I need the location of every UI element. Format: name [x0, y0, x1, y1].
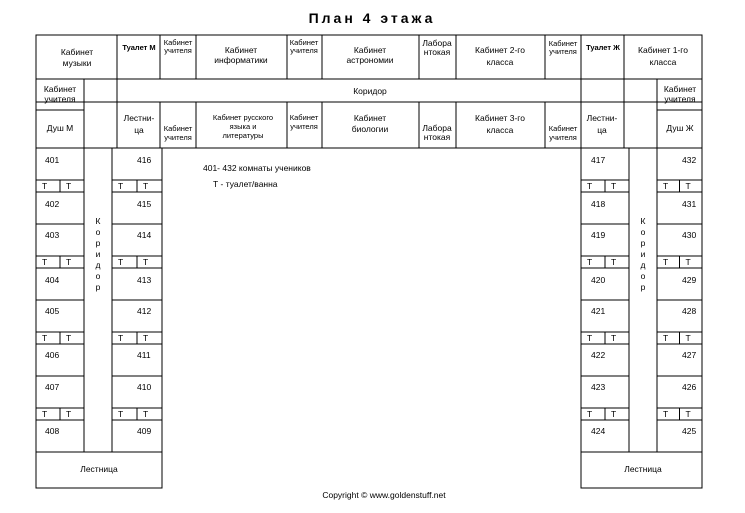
legend-toilet: Т - туалет/ванна	[213, 179, 278, 189]
walls	[36, 35, 702, 488]
top-row-labels	[61, 38, 688, 68]
room-429: 429	[682, 275, 697, 285]
corridor-letter: д	[640, 260, 646, 270]
room-shower-w: Душ Ж	[666, 123, 694, 133]
room-432: 432	[682, 155, 697, 165]
room-419: 419	[591, 230, 606, 240]
corridor-letter: о	[640, 271, 646, 281]
room-russian: Кабинет русского языка и литературы	[212, 113, 274, 140]
plan-title: План 4 этажа	[308, 10, 436, 26]
toilet-label: Т	[663, 257, 669, 267]
room-431: 431	[682, 199, 697, 209]
room-astronomy: Кабинет астрономии	[346, 45, 394, 65]
room-informatics: Кабинет информатики	[214, 45, 268, 65]
room-class-3: Кабинет 3-го класса	[475, 113, 525, 135]
toilet-label: Т	[143, 409, 149, 419]
room-class-2: Кабинет 2-го класса	[475, 45, 525, 67]
room-teacher-4: Кабинет учителя	[163, 124, 193, 142]
room-teacher-6: Кабинет учителя	[548, 124, 578, 142]
corridor-letter: о	[95, 271, 101, 281]
room-412: 412	[137, 306, 152, 316]
room-toilet-w: Туалет Ж	[586, 43, 620, 52]
corridor-letter: К	[95, 216, 101, 226]
room-stairs-right: Лестни-ца	[586, 113, 618, 135]
room-teacher-left: Кабинет учителя	[43, 84, 77, 104]
room-teacher-5: Кабинет учителя	[289, 113, 319, 131]
corridor-letter: и	[640, 249, 646, 259]
room-415: 415	[137, 199, 152, 209]
corridor-letter: р	[640, 238, 646, 248]
room-teacher-2: Кабинет учителя	[289, 38, 319, 55]
room-music: Кабинет музыки	[60, 47, 94, 68]
corridor-letter: р	[95, 282, 101, 292]
toilet-label: Т	[42, 181, 48, 191]
room-407: 407	[45, 382, 60, 392]
toilet-label: Т	[143, 333, 149, 343]
bottom-stairs-left: Лестница	[80, 464, 118, 474]
corridor-letter: р	[95, 238, 101, 248]
corridor-letter: и	[95, 249, 101, 259]
room-403: 403	[45, 230, 60, 240]
toilet-label: Т	[66, 333, 72, 343]
corridor-label: Коридор	[353, 86, 387, 96]
toilet-label: Т	[42, 333, 48, 343]
room-405: 405	[45, 306, 60, 316]
room-teacher-1: Кабинет учителя	[163, 38, 193, 55]
toilet-label: Т	[685, 257, 691, 267]
corridor-letter: р	[640, 282, 646, 292]
room-401: 401	[45, 155, 60, 165]
student-rooms	[45, 155, 696, 436]
toilet-label: Т	[663, 409, 669, 419]
room-417: 417	[591, 155, 606, 165]
room-toilet-m: Туалет М	[122, 43, 156, 52]
room-biology: Кабинет биологии	[351, 113, 389, 134]
toilet-label: Т	[685, 333, 691, 343]
room-shower-m: Душ М	[46, 123, 74, 133]
room-428: 428	[682, 306, 697, 316]
toilet-label: Т	[118, 409, 124, 419]
toilet-label: Т	[587, 257, 593, 267]
room-424: 424	[591, 426, 606, 436]
room-class-1: Кабинет 1-го класса	[638, 45, 688, 67]
room-408: 408	[45, 426, 60, 436]
toilet-label: Т	[143, 257, 149, 267]
toilet-label: Т	[66, 409, 72, 419]
legend-rooms: 401- 432 комнаты учеников	[203, 163, 311, 173]
toilet-label: Т	[611, 257, 617, 267]
room-420: 420	[591, 275, 606, 285]
toilet-label: Т	[611, 333, 617, 343]
room-409: 409	[137, 426, 152, 436]
room-423: 423	[591, 382, 606, 392]
bottom-stairs-right: Лестница	[624, 464, 662, 474]
room-430: 430	[682, 230, 697, 240]
copyright: Copyright © www.goldenstuff.net	[322, 490, 446, 500]
room-418: 418	[591, 199, 606, 209]
toilet-label: Т	[611, 409, 617, 419]
corridor-letter: К	[640, 216, 646, 226]
toilet-label: Т	[685, 409, 691, 419]
toilet-label: Т	[42, 257, 48, 267]
toilet-label: Т	[118, 181, 124, 191]
room-402: 402	[45, 199, 60, 209]
toilet-label: Т	[663, 181, 669, 191]
vertical-corridor-right	[641, 216, 646, 292]
room-stairs-left: Лестни-ца	[123, 113, 155, 135]
toilet-label: Т	[143, 181, 149, 191]
room-410: 410	[137, 382, 152, 392]
room-427: 427	[682, 350, 697, 360]
room-404: 404	[45, 275, 60, 285]
room-414: 414	[137, 230, 152, 240]
toilet-label: Т	[66, 257, 72, 267]
toilet-label: Т	[118, 257, 124, 267]
room-425: 425	[682, 426, 697, 436]
room-teacher-right: Кабинет учителя	[663, 84, 697, 104]
toilet-label: Т	[66, 181, 72, 191]
room-422: 422	[591, 350, 606, 360]
room-lab-2: Лабора нтокая	[422, 123, 452, 142]
room-406: 406	[45, 350, 60, 360]
room-413: 413	[137, 275, 152, 285]
vertical-corridor-left	[96, 216, 101, 292]
corridor-letter: о	[95, 227, 101, 237]
toilet-label: Т	[587, 409, 593, 419]
room-411: 411	[137, 350, 151, 360]
toilet-label: Т	[42, 409, 48, 419]
toilet-label: Т	[587, 181, 593, 191]
corridor-letter: о	[640, 227, 646, 237]
room-teacher-3: Кабинет учителя	[548, 39, 578, 56]
room-421: 421	[591, 306, 606, 316]
room-lab-1: Лабора нтокая	[422, 38, 452, 57]
toilet-label: Т	[587, 333, 593, 343]
room-426: 426	[682, 382, 697, 392]
toilet-label: Т	[663, 333, 669, 343]
toilet-label: Т	[611, 181, 617, 191]
room-416: 416	[137, 155, 152, 165]
toilet-label: Т	[118, 333, 124, 343]
toilet-label: Т	[685, 181, 691, 191]
corridor-letter: д	[95, 260, 101, 270]
